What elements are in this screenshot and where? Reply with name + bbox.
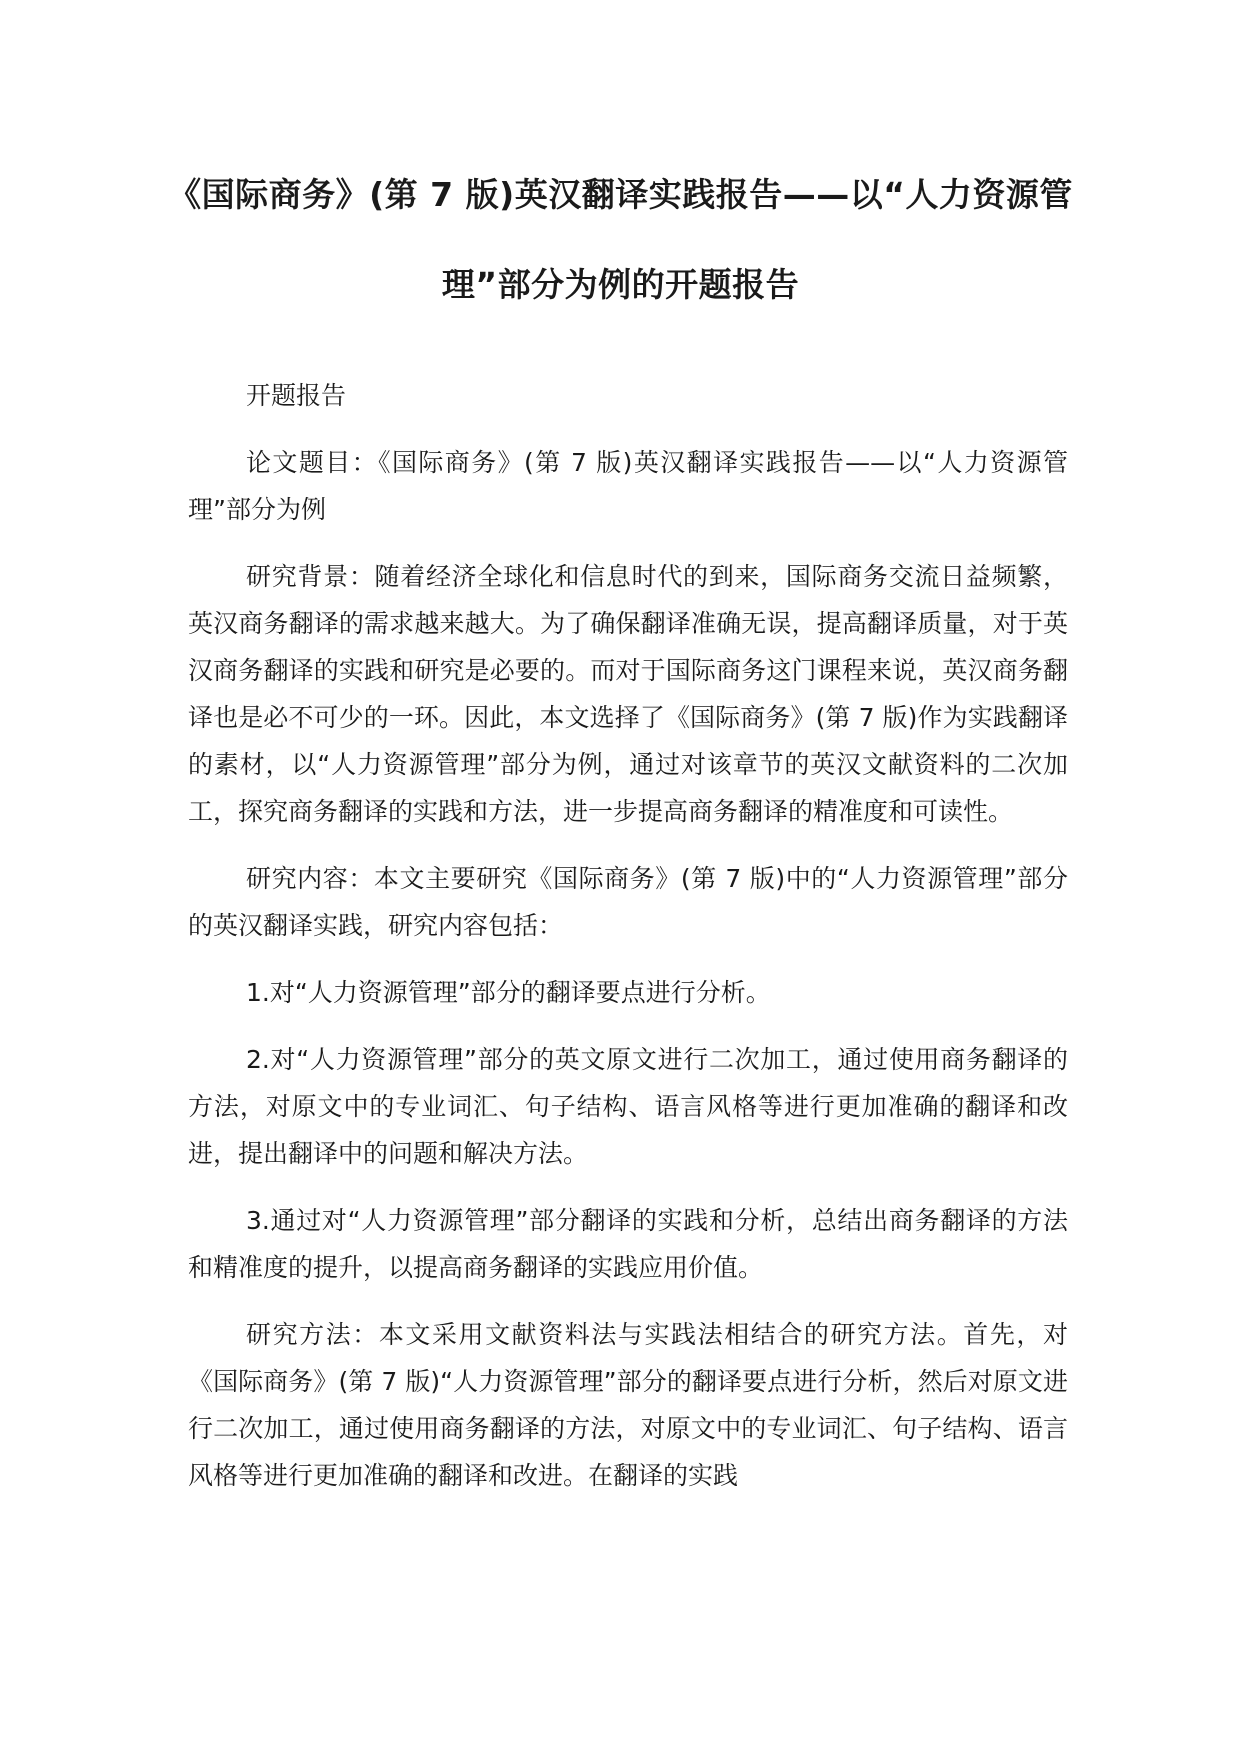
document-body [188,372,1068,1519]
document-title: 《国际商务》(第 7 版)英汉翻译实践报告——以“人力资源管理”部分为例的开题报告 [168,175,1073,304]
list-item: 1.对“人力资源管理”部分的翻译要点进行分析。 [246,978,771,1007]
research-background-paragraph: 研究背景：随着经济全球化和信息时代的到来，国际商务交流日益频繁，英汉商务翻译的需求越来越大。为了确保翻译准确无误，提高翻译质量，对于英汉商务翻译的实践和研究是必要的。而对于国际商务这门课程来说，英汉商务翻译也是必不可少的一环。因此，本文选择了《国际商务》(第 7 版)作为实践翻译的素材，以“人力资源管理”部分为例，通过对该章节的英汉文献资料的二次加工，探究商务翻译的实践和方法，进一步提高商务翻译的精准度和可读性。 [188,562,1068,826]
section-label: 开题报告 [246,381,347,410]
research-method-paragraph: 研究方法：本文采用文献资料法与实践法相结合的研究方法。首先，对《国际商务》(第 7 版)“人力资源管理”部分的翻译要点进行分析，然后对原文进行二次加工，通过使用商务翻译的方法，对原文中的专业词汇、句子结构、语言风格等进行更加准确的翻译和改进。在翻译的实践 [188,1320,1068,1490]
thesis-title-paragraph: 论文题目：《国际商务》(第 7 版)英汉翻译实践报告——以“人力资源管理”部分为例 [188,448,1068,524]
list-item: 3.通过对“人力资源管理”部分翻译的实践和分析，总结出商务翻译的方法和精准度的提升，以提高商务翻译的实践应用价值。 [188,1206,1068,1282]
list-item: 2.对“人力资源管理”部分的英文原文进行二次加工，通过使用商务翻译的方法，对原文中的专业词汇、句子结构、语言风格等进行更加准确的翻译和改进，提出翻译中的问题和解决方法。 [188,1045,1068,1168]
research-content-paragraph: 研究内容：本文主要研究《国际商务》(第 7 版)中的“人力资源管理”部分的英汉翻译实践，研究内容包括： [188,864,1068,940]
